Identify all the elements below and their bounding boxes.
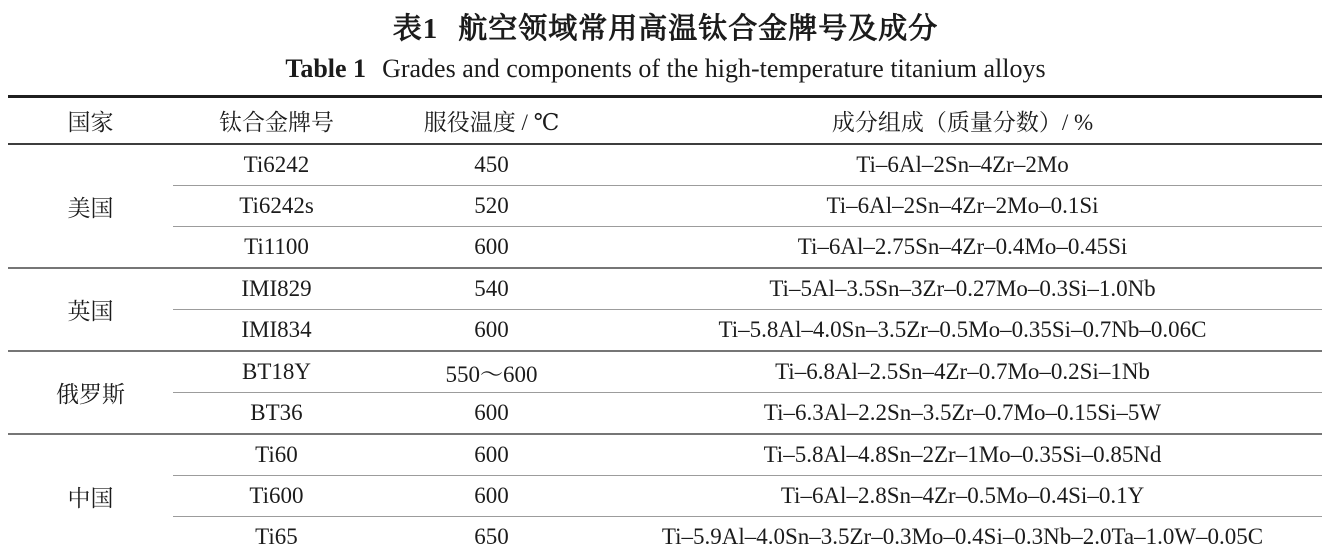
alloy-table bbox=[8, 95, 1322, 551]
temp-cell: 600 bbox=[380, 434, 603, 476]
composition-cell: Ti–6Al–2.8Sn–4Zr–0.5Mo–0.4Si–0.1Y bbox=[603, 476, 1322, 517]
table-row bbox=[8, 434, 1322, 476]
grade-cell: Ti60 bbox=[173, 434, 380, 476]
country-cell: 俄罗斯 bbox=[8, 351, 173, 434]
grade-cell: BT18Y bbox=[173, 351, 380, 393]
grade-cell: Ti6242 bbox=[173, 144, 380, 186]
composition-cell: Ti–5.8Al–4.0Sn–3.5Zr–0.5Mo–0.35Si–0.7Nb–0.06C bbox=[603, 310, 1322, 352]
table-caption-en-label: Table 1 bbox=[285, 54, 367, 83]
table-caption-zh bbox=[0, 0, 1331, 47]
table-caption-zh-title: 航空领域常用高温钛合金牌号及成分 bbox=[458, 13, 939, 45]
composition-cell: Ti–6Al–2Sn–4Zr–2Mo–0.1Si bbox=[603, 186, 1322, 227]
temp-cell: 600 bbox=[380, 227, 603, 269]
country-cell: 英国 bbox=[8, 268, 173, 351]
grade-cell: Ti6242s bbox=[173, 186, 380, 227]
table-row bbox=[8, 517, 1322, 551]
grade-cell: IMI829 bbox=[173, 268, 380, 310]
composition-cell: Ti–6.3Al–2.2Sn–3.5Zr–0.7Mo–0.15Si–5W bbox=[603, 393, 1322, 435]
temp-cell: 540 bbox=[380, 268, 603, 310]
composition-cell: Ti–6.8Al–2.5Sn–4Zr–0.7Mo–0.2Si–1Nb bbox=[603, 351, 1322, 393]
col-header-grade: 钛合金牌号 bbox=[173, 97, 380, 145]
table-caption-zh-label: 表1 bbox=[392, 13, 439, 45]
table-row bbox=[8, 476, 1322, 517]
grade-cell: BT36 bbox=[173, 393, 380, 435]
temp-cell: 520 bbox=[380, 186, 603, 227]
temp-cell: 600 bbox=[380, 393, 603, 435]
grade-cell: Ti1100 bbox=[173, 227, 380, 269]
composition-cell: Ti–5Al–3.5Sn–3Zr–0.27Mo–0.3Si–1.0Nb bbox=[603, 268, 1322, 310]
temp-cell: 650 bbox=[474, 524, 509, 549]
grade-cell: IMI834 bbox=[173, 310, 380, 352]
table-row bbox=[8, 351, 1322, 393]
country-cell: 中国 bbox=[8, 434, 173, 551]
table-row bbox=[8, 393, 1322, 435]
grade-cell: Ti600 bbox=[173, 476, 380, 517]
col-header-country: 国家 bbox=[8, 97, 173, 145]
table-row bbox=[8, 144, 1322, 186]
composition-cell: Ti–5.8Al–4.8Sn–2Zr–1Mo–0.35Si–0.85Nd bbox=[603, 434, 1322, 476]
table-caption-en bbox=[0, 54, 1331, 84]
col-header-composition: 成分组成（质量分数）/ % bbox=[603, 97, 1322, 145]
grade-cell: Ti65 bbox=[255, 524, 298, 549]
table-caption-en-title: Grades and components of the high-temperature titanium alloys bbox=[382, 54, 1046, 83]
table-row bbox=[8, 186, 1322, 227]
header-row bbox=[8, 97, 1322, 145]
temp-cell: 600 bbox=[380, 310, 603, 352]
country-cell: 美国 bbox=[8, 144, 173, 268]
composition-cell: Ti–6Al–2Sn–4Zr–2Mo bbox=[603, 144, 1322, 186]
composition-cell: Ti–5.9Al–4.0Sn–3.5Zr–0.3Mo–0.4Si–0.3Nb–2.0Ta–1.0W–0.05C bbox=[661, 524, 1264, 549]
table-row bbox=[8, 227, 1322, 269]
table-row bbox=[8, 268, 1322, 310]
composition-cell: Ti–6Al–2.75Sn–4Zr–0.4Mo–0.45Si bbox=[603, 227, 1322, 269]
temp-cell: 450 bbox=[380, 144, 603, 186]
table-row bbox=[8, 310, 1322, 352]
temp-cell: 600 bbox=[380, 476, 603, 517]
temp-cell: 550～600 bbox=[380, 351, 603, 393]
col-header-temperature: 服役温度 / ℃ bbox=[380, 97, 603, 145]
